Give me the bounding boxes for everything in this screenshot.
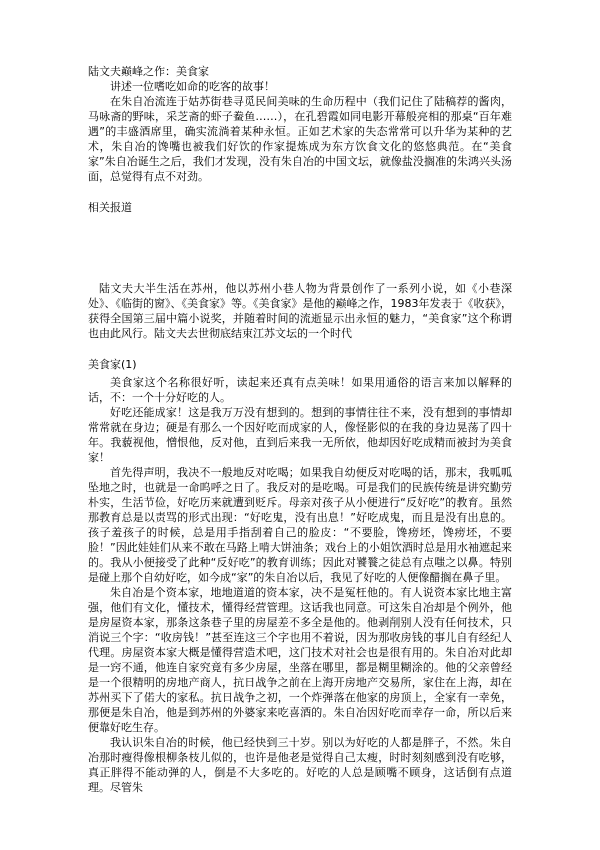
article: [88, 64, 512, 795]
related-news-heading: 相关报道: [88, 201, 132, 214]
chapter-paragraph-1: 美食家这个名称很好听，读起来还真有点美味！如果用通俗的语言来加以解释的话，不：一个十分好吃的人。: [88, 376, 512, 404]
chapter-heading: 美食家(1): [88, 358, 137, 371]
chapter-paragraph-3: 首先得声明，我决不一般地反对吃喝；如果我自幼便反对吃喝的话，那末，我呱呱坠地之时，也就是一命呜呼之日了。我反对的是吃喝。可是我们的民族传统是讲究勤劳朴实，生活节俭，好吃历来就遭到贬斥。母亲对孩子从小便进行“反好吃”的教育。虽然那教育总是以责骂的形式出现：“好吃鬼，没有出息！”好吃成鬼，而且是没有出息的。孩子羞孩子的时候，总是用手指刮着自己的脸皮：“不要脸，馋痨坯，馋痨坯，不要脸！”因此娃娃们从来不敢在马路上啃大饼油条；戏台上的小姐饮酒时总是用水袖遮起来的。我从小便接受了此种“反好吃”的教育训练；因此对饕餮之徒总有点嗤之以鼻。特别是碰上那个自幼好吃，如今成“家”的朱自冶以后，我见了好吃的人便像醋搁在鼻子里。: [88, 466, 512, 584]
related-report-paragraph: 陆文夫大半生活在苏州，他以苏州小巷人物为背景创作了一系列小说，如《小巷深处》、《临街的窗》、《美食家》等。《美食家》是他的巅峰之作，1983年发表于《收获》，获得全国第三届中篇小说奖，并随着时间的流逝显示出永恒的魅力，“美食家”这个称谓也由此风行。陆文夫去世彻底结束江苏文坛的一个时代: [88, 282, 512, 340]
article-tagline: 讲述一位嗜吃如命的吃客的故事！: [110, 80, 275, 93]
chapter-paragraph-2: 好吃还能成家！这是我万万没有想到的。想到的事情往往不来，没有想到的事情却常常就在身边；硬是有那么一个因好吃而成家的人，像怪影似的在我的身边晃荡了四十年。我藐视他，憎恨他，反对他，直到后来我一无所依，他却因好吃成精而被封为美食家！: [88, 406, 512, 464]
chapter-paragraph-4: 朱自冶是个资本家，地地道道的资本家，决不是冤枉他的。有人说资本家比地主富强，他们有文化，懂技术，懂得经营管理。这话我也同意。可这朱自冶却是个例外，他是房屋资本家，那条这条巷子里的房屋差不多全是他的。他剥削别人没有任何技术，只消说三个字：“收房钱！”甚至连这三个字也用不着说，因为那收房钱的事儿自有经纪人代理。房屋资本家大概是懂得营造术吧，这门技术对社会也是很有用的。朱自冶对此却是一窍不通，他连自家究竟有多少房屋，坐落在哪里，都是糊里糊涂的。他的父亲曾经是一个很精明的房地产商人，抗日战争之前在上海开房地产交易所，家住在上海，却在苏州买下了偌大的家私。抗日战争之初，一个炸弹落在他家的房顶上，全家有一幸免，那便是朱自冶，他是到苏州的外婆家来吃喜酒的。朱自冶因好吃而幸存一命，所以后来便靠好吃生存。: [88, 586, 512, 734]
chapter-paragraph-5: 我认识朱自冶的时候，他已经快到三十岁。别以为好吃的人都是胖子，不然。朱自冶那时瘦得像根柳条枝儿似的，也许是他老是觉得自己太瘦，时时刻刻感到没有吃够，真正胖得不能动弹的人，倒是不大多吃的。好吃的人总是顾嘴不顾身，这话倒有点道理。尽管朱: [88, 736, 512, 794]
article-title: 陆文夫巅峰之作：美食家: [88, 65, 209, 78]
intro-paragraph: 在朱自冶流连于姑苏街巷寻觅民间美味的生命历程中（我们记住了陆稿荐的酱肉，马咏斋的野味，采芝斋的虾子鲞鱼……），在孔碧霞如同电影开幕般亮相的那桌“百年难遇”的丰盛酒席里，确实流淌着某种永恒。正如艺术家的失态常常可以升华为某种的艺术，朱自冶的馋嘴也被我们好饮的作家提炼成为东方饮食文化的悠悠典范。在“美食家”朱自冶诞生之后，我们才发现，没有朱自冶的中国文坛，就像盐没搁准的朱鸿兴头汤面，总觉得有点不对劲。: [88, 95, 512, 183]
